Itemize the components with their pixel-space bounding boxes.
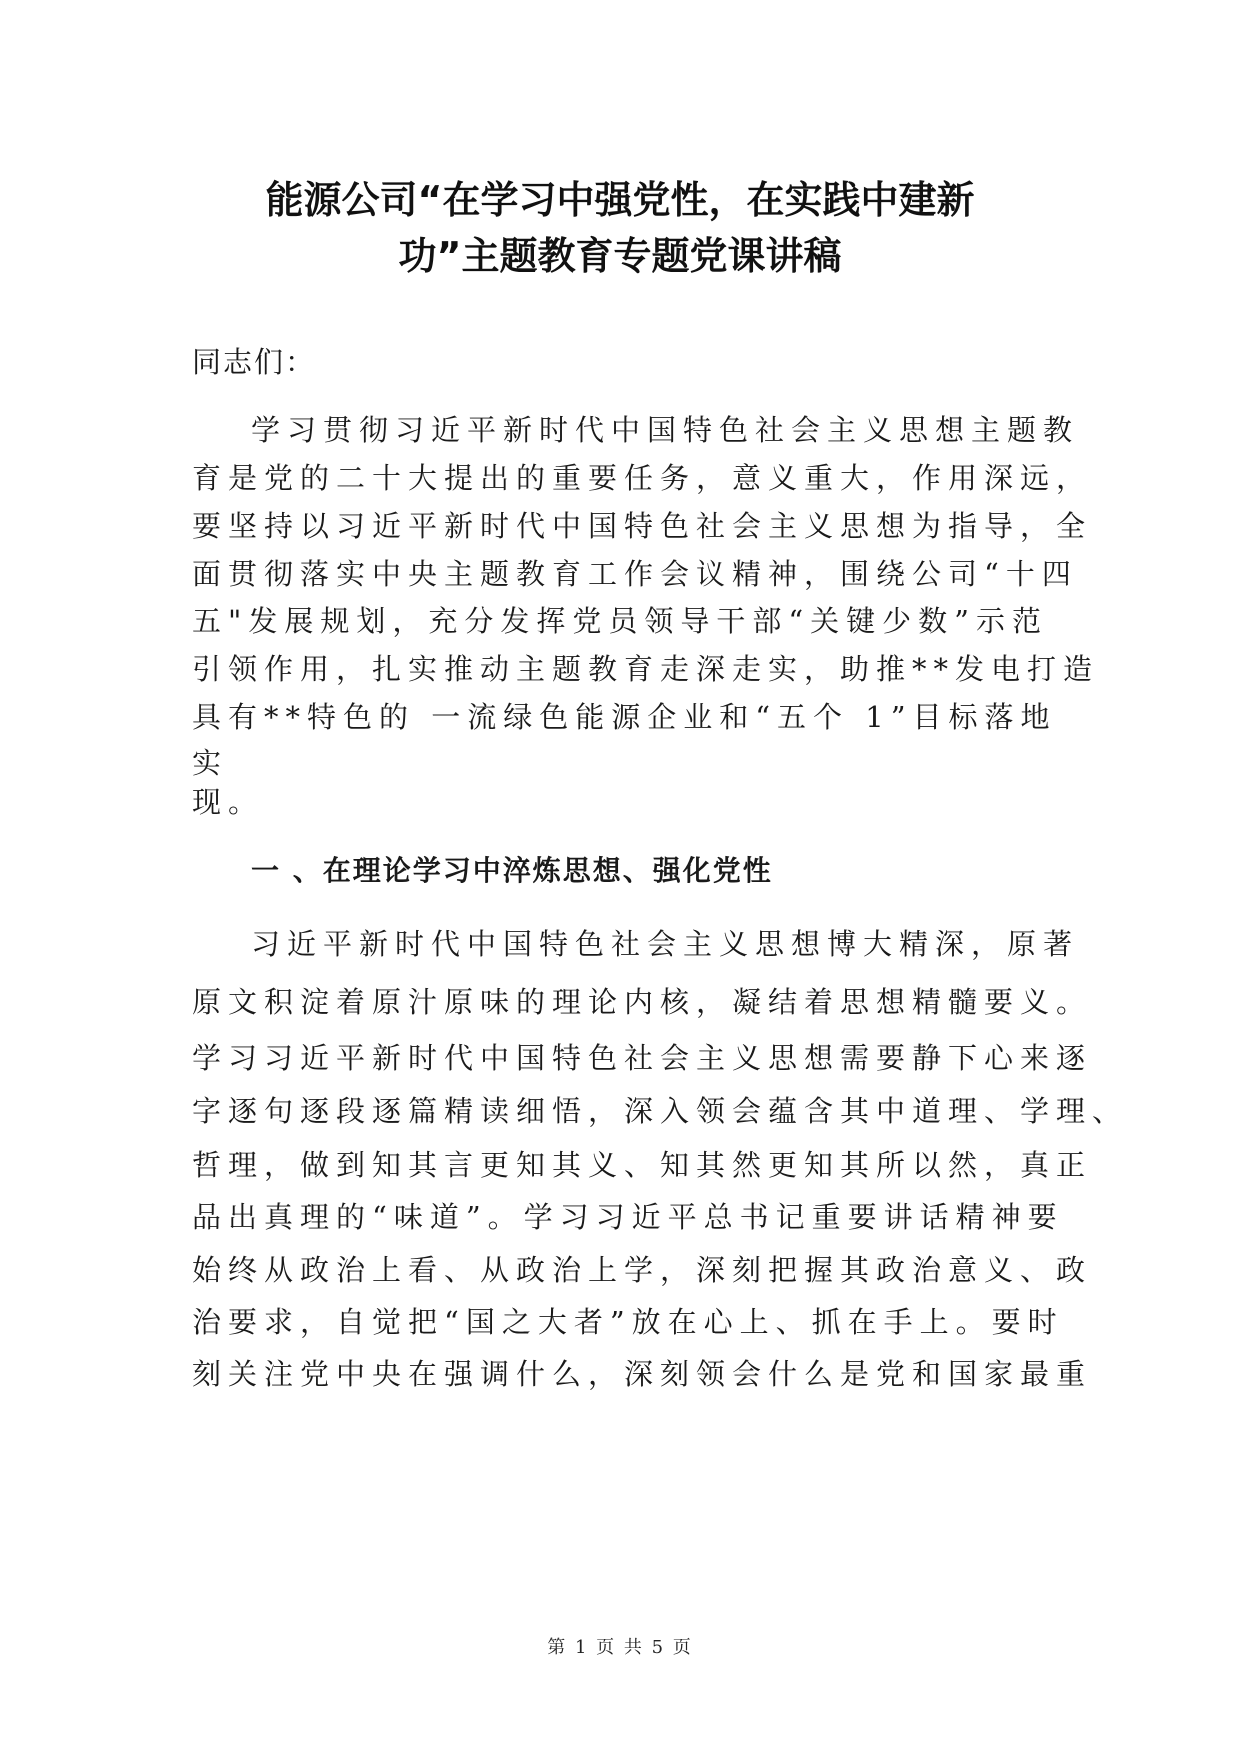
section1-line-4: 字逐句逐段逐篇精读细悟，深入领会蕴含其中道理、学理、	[192, 1094, 1129, 1128]
title-line-1: 能源公司“在学习中强党性，在实践中建新	[265, 178, 975, 222]
section1-line-3: 学习习近平新时代中国特色社会主义思想需要静下心来逐	[192, 1041, 1093, 1075]
intro-line-3: 要坚持以习近平新时代中国特色社会主义思想为指导，全	[192, 509, 1093, 543]
title-line-2: 功”主题教育专题党课讲稿	[398, 234, 842, 278]
section1-line-2: 原文积淀着原汁原味的理论内核，凝结着思想精髓要义。	[192, 985, 1093, 1019]
intro-line-9: 现。	[192, 785, 265, 819]
section1-line-8: 治要求，自觉把“国之大者”放在心上、抓在手上。要时	[192, 1305, 1064, 1339]
section1-line-6: 品出真理的“味道”。学习习近平总书记重要讲话精神要	[192, 1200, 1064, 1234]
section1-line-1: 习近平新时代中国特色社会主义思想博大精深，原著	[251, 927, 1080, 961]
section1-line-7: 始终从政治上看、从政治上学，深刻把握其政治意义、政	[192, 1253, 1093, 1287]
section1-line-5: 哲理，做到知其言更知其义、知其然更知其所以然，真正	[192, 1148, 1093, 1182]
intro-line-6: 引领作用，扎实推动主题教育走深走实，助推**发电打造	[192, 652, 1100, 686]
document-title	[0, 172, 1240, 284]
intro-line-5: 五"发展规划，充分发挥党员领导干部“关键少数”示范	[192, 604, 1048, 638]
page-indicator: 第 1 页 共 5 页	[547, 1637, 693, 1658]
section-heading: 一 、在理论学习中淬炼思想、强化党性	[251, 854, 773, 887]
intro-line-7: 具有**特色的 一流绿色能源企业和“五个 1”目标落地	[192, 700, 1057, 734]
section1-line-9: 刻关注党中央在强调什么，深刻领会什么是党和国家最重	[192, 1357, 1093, 1391]
intro-line-1: 学习贯彻习近平新时代中国特色社会主义思想主题教	[251, 413, 1080, 447]
greeting: 同志们：	[192, 345, 317, 379]
intro-line-2: 育是党的二十大提出的重要任务，意义重大，作用深远，	[192, 461, 1093, 495]
intro-line-4: 面贯彻落实中央主题教育工作会议精神，围绕公司“十四	[192, 557, 1078, 591]
intro-line-8: 实	[192, 746, 229, 780]
